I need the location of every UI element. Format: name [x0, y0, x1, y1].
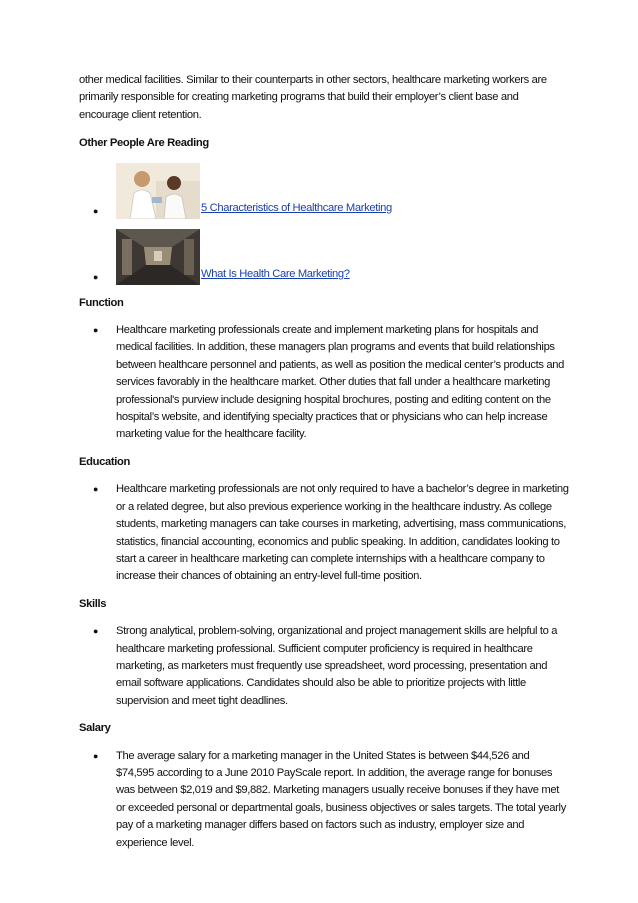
article-link[interactable]: 5 Characteristics of Healthcare Marketing [201, 202, 392, 215]
section-salary [79, 720, 569, 852]
reading-heading: Other People Are Reading [79, 137, 209, 150]
list-item [79, 322, 569, 444]
reading-list [79, 163, 569, 285]
section-education [79, 454, 569, 586]
section-text: Strong analytical, problem-solving, organizational and project management skills are helpful to a healthcare marketing professional. Sufficient computer proficiency is required in healthcare marketing, as marketers must frequently use spreadsheet, word processing, presentation and email software applications. Candidates should also be able to prioritize projects with little supervision and meet tight deadlines. [116, 625, 558, 707]
section-text: The average salary for a marketing manager in the United States is between $44,526 and $74,595 according to a June 2010 PayScale report. In addition, the average range for bonuses was between $2,019 and $9,882. Marketing managers usually receive bonuses if they have met or exceeded personal or departmental goals, business objectives or sales targets. The total yearly pay of a marketing manager differs based on factors such as industry, employer size and experience level. [116, 749, 566, 849]
section-function [79, 295, 569, 444]
section-heading: Salary [79, 722, 111, 735]
bullet-icon: ● [93, 205, 99, 216]
intro-paragraph: other medical facilities. Similar to their counterparts in other sectors, healthcare marketing workers are primarily responsible for creating marketing programs that build their employer’s client base and encourage client retention. [79, 74, 547, 121]
article-link[interactable]: What Is Health Care Marketing? [201, 268, 350, 281]
document-page [79, 72, 569, 862]
article-thumbnail[interactable] [116, 229, 200, 285]
section-list [79, 748, 569, 852]
section-list [79, 623, 569, 710]
section-heading: Skills [79, 597, 107, 610]
section-list [79, 481, 569, 585]
list-item [79, 623, 569, 710]
reading-item [79, 229, 569, 285]
list-item [79, 748, 569, 852]
article-thumbnail[interactable] [116, 163, 200, 219]
section-text: Healthcare marketing professionals are not only required to have a bachelor’s degree in marketing or a related degree, but also previous experience working in the healthcare industry. As college students, marketing managers can take courses in marketing, advertising, mass communications, statistics, financial accounting, economics and public speaking. In addition, candidates looking to start a career in healthcare marketing can complete internships with a healthcare company to increase their chances of obtaining an entry-level full-time position. [116, 483, 569, 583]
bullet-icon: ● [93, 626, 99, 637]
list-item [79, 481, 569, 585]
section-skills [79, 596, 569, 710]
section-heading: Education [79, 455, 130, 468]
section-list [79, 322, 569, 444]
bullet-icon: ● [93, 271, 99, 282]
bullet-icon: ● [93, 484, 99, 495]
section-text: Healthcare marketing professionals create and implement marketing plans for hospitals and medical facilities. In addition, these managers plan programs and events that build relationships between healthcare personnel and patients, as well as position the medical center’s products and services favorably in the healthcare market. Other duties that fall under a healthcare marketing professional's purview include designing hospital brochures, posting and editing content on the hospital’s website, and identifying specialty practices that or physicians who can help increase marketing value for the healthcare facility. [116, 324, 564, 441]
bullet-icon: ● [93, 750, 99, 761]
bullet-icon: ● [93, 325, 99, 336]
reading-item [79, 163, 569, 219]
section-heading: Function [79, 296, 124, 309]
